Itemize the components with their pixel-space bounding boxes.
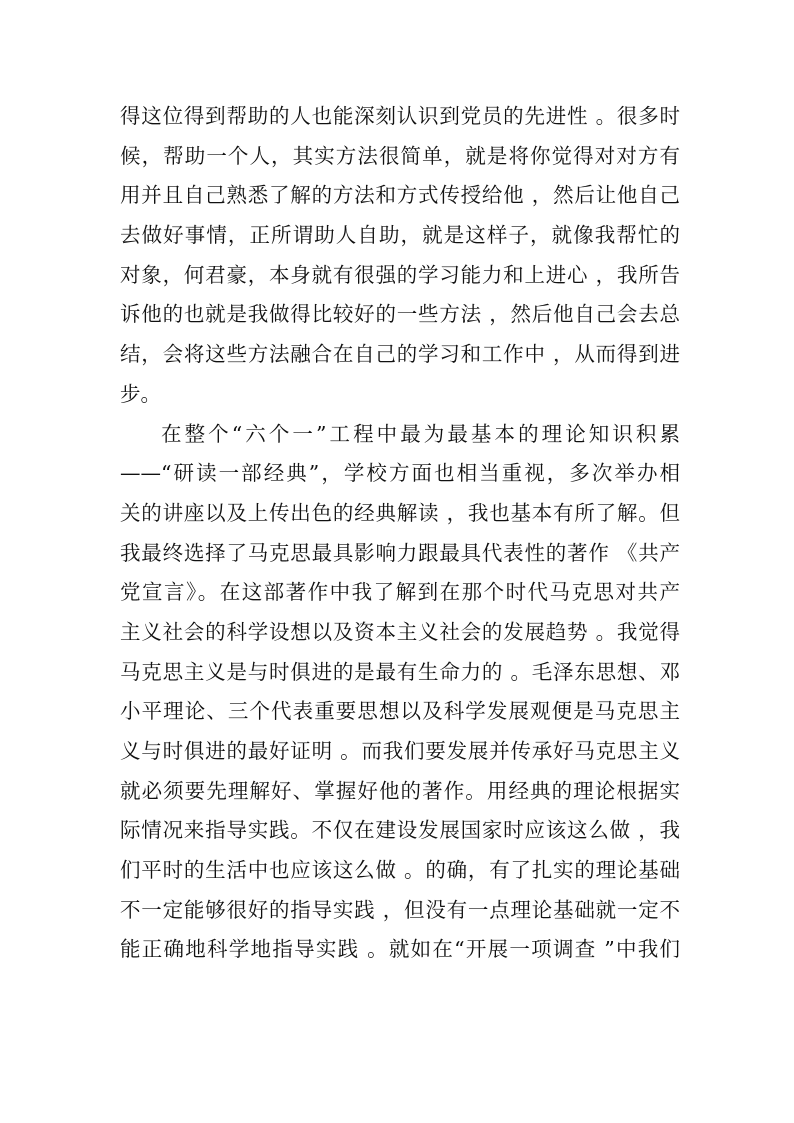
text-line: 结，会将这些方法融合在自己的学习和工作中 ，从而得到进 (120, 342, 680, 367)
text-line: 际情况来指导实践。不仅在建设发展国家时应该这么做 ，我 (120, 818, 680, 843)
text-line: ——“研读一部经典”，学校方面也相当重视，多次举办相 (120, 461, 680, 486)
text-line: 对象，何君豪，本身就有很强的学习能力和上进心 ，我所告 (120, 262, 680, 287)
text-line: 马克思主义是与时俱进的是最有生命力的 。毛泽东思想、邓 (120, 659, 680, 684)
text-line: 在整个“六个一”工程中最为最基本的理论知识积累 (161, 421, 680, 446)
text-line: 得这位得到帮助的人也能深刻认识到党员的先进性 。很多时 (120, 104, 680, 128)
text-line: 候，帮助一个人，其实方法很简单，就是将你觉得对对方有 (120, 143, 680, 168)
text-line: 关的讲座以及上传出色的经典解读 ，我也基本有所了解。但 (120, 500, 680, 525)
text-line: 去做好事情，正所谓助人自助，就是这样子，就像我帮忙的 (120, 223, 680, 248)
text-line: 诉他的也就是我做得比较好的一些方法 ，然后他自己会去总 (120, 302, 680, 327)
text-line: 能正确地科学地指导实践 。就如在“开展一项调查 ”中我们 (120, 937, 680, 962)
text-line: 小平理论、三个代表重要思想以及科学发展观便是马克思主 (120, 699, 680, 724)
document-body (120, 97, 680, 970)
text-line: 步。 (120, 381, 161, 406)
text-line: 就必须要先理解好、掌握好他的著作。用经典的理论根据实 (120, 778, 680, 803)
text-line: 义与时俱进的最好证明 。而我们要发展并传承好马克思主义 (120, 739, 680, 763)
paragraph-1 (120, 97, 680, 415)
paragraph-2 (120, 415, 680, 971)
text-line: 我最终选择了马克思最具影响力跟最具代表性的著作 《共产 (120, 540, 680, 565)
text-line: 用并且自己熟悉了解的方法和方式传授给他 ，然后让他自己 (120, 183, 680, 208)
text-line: 主义社会的科学设想以及资本主义社会的发展趋势 。我觉得 (120, 619, 680, 644)
text-line: 党宣言》。在这部著作中我了解到在那个时代马克思对共产 (120, 580, 680, 605)
text-line: 们平时的生活中也应该这么做 。的确，有了扎实的理论基础 (120, 858, 680, 883)
text-line: 不一定能够很好的指导实践 ，但没有一点理论基础就一定不 (120, 897, 680, 922)
